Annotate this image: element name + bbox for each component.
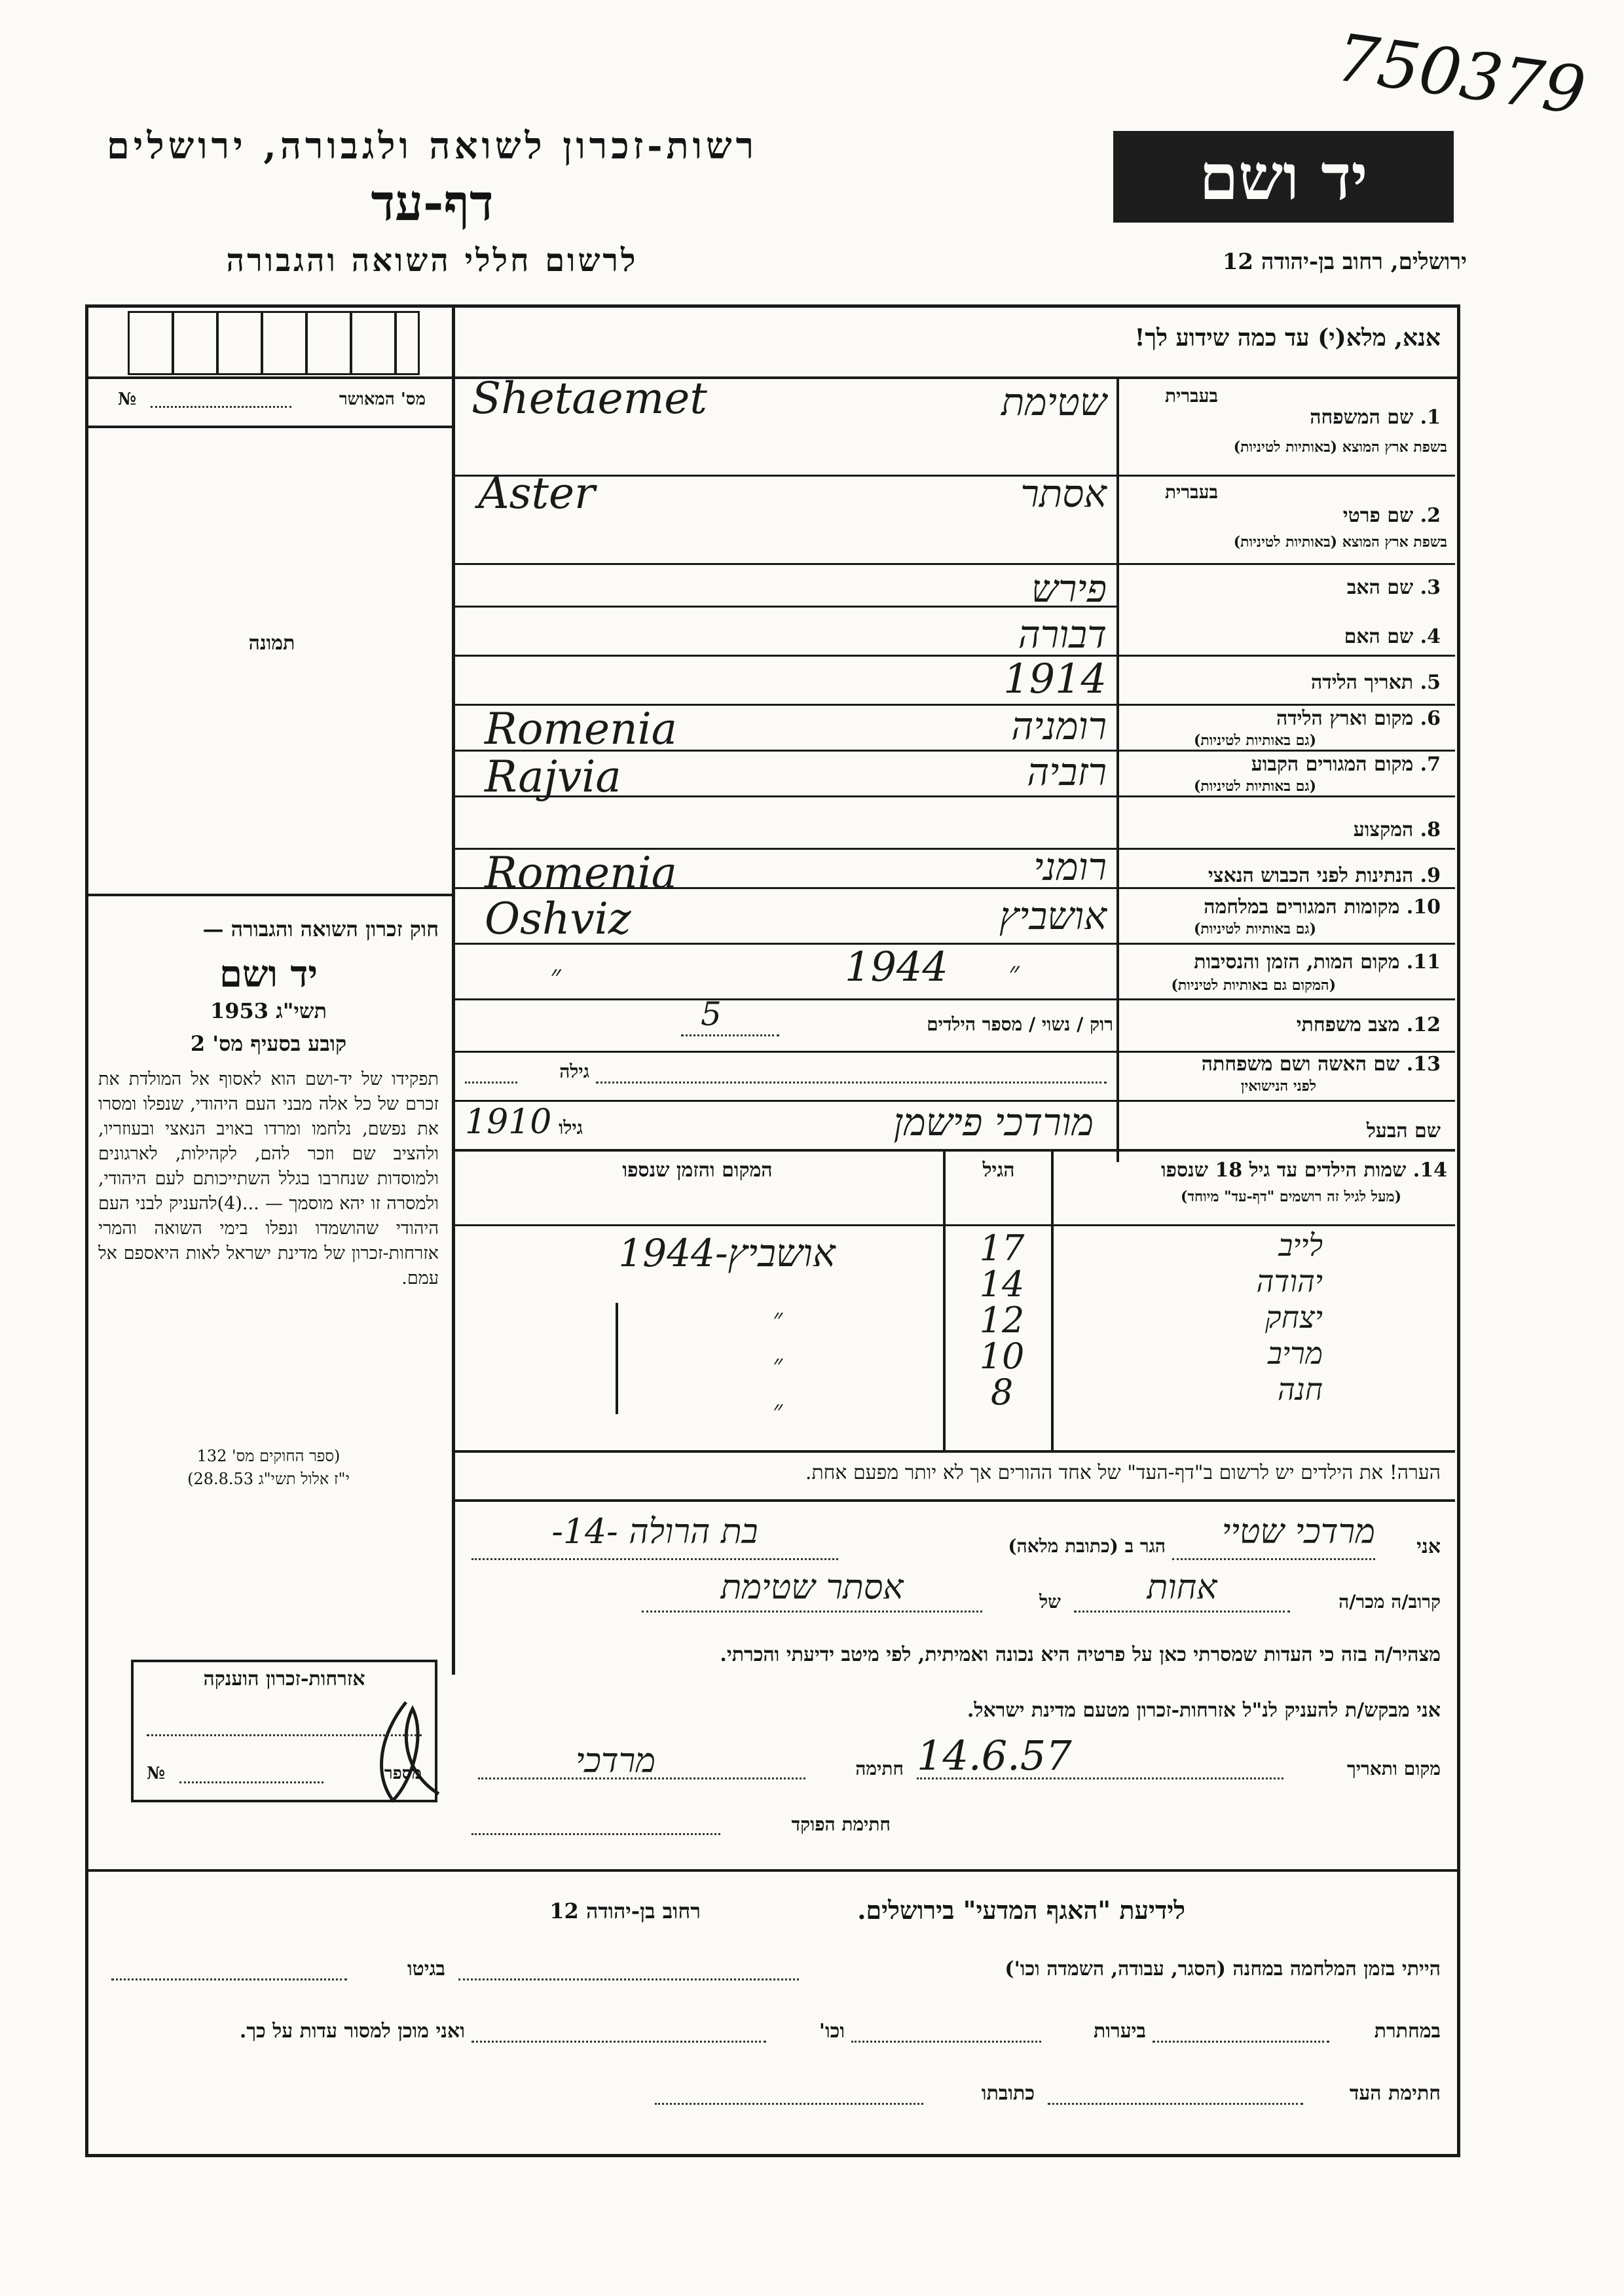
decl-residing-label: הגר ב (כתובת מלאה) (1008, 1535, 1166, 1557)
f12-label: 12. מצב משפחתי (1296, 1013, 1441, 1036)
decl-of-label: של (1039, 1591, 1061, 1613)
approved-label: מס' המאושר (339, 390, 426, 409)
in-hebrew-label-1: בעברית (1164, 385, 1218, 407)
f6-value-latin: Romenia (485, 704, 678, 754)
law-name: יד ושם (219, 953, 318, 996)
child-age-4: 10 (979, 1336, 1025, 1377)
decl-request: אני מבקש/ת להעניק לנ"ל אזרחות-זכרון מטעם מדינת ישראל. (967, 1699, 1441, 1722)
footer-address: רחוב בן-יהודה 12 (549, 1899, 701, 1923)
decl-address-value: בת הרולה -14- (551, 1512, 758, 1552)
f3-label: 3. שם האב (1346, 576, 1441, 599)
children-place-ditto-1: ״ (773, 1303, 783, 1334)
f2-value-hebrew: אסתר (1020, 471, 1107, 516)
citizenship-box-no-label: № (147, 1764, 166, 1783)
husband-age-label: גילו (559, 1117, 583, 1139)
signature-value: מרדכי (575, 1741, 656, 1781)
f11-label: 11. מקום המות, הזמן והנסיבות (1194, 951, 1441, 974)
f9-value-latin: Romenia (485, 848, 678, 898)
citizenship-box (131, 1660, 437, 1802)
footer-line3-b: כתובתו (981, 2082, 1035, 2105)
child-age-3: 12 (979, 1300, 1025, 1341)
child-name-4: מריב (1267, 1336, 1323, 1371)
place-date-label: מקום ותאריך (1346, 1758, 1441, 1779)
f5-value: 1914 (1003, 655, 1107, 702)
f12-children: 5 (701, 995, 722, 1033)
f11-value-year: 1944 (845, 943, 948, 991)
law-year: תשי"ג 1953 (210, 998, 327, 1023)
header-address: ירושלים, רחוב בן-יהודה 12 (1222, 249, 1467, 275)
f6-sub: (גם באותיות לטיניות) (1193, 732, 1316, 749)
f10-sub: (גם באותיות לטיניות) (1193, 920, 1316, 938)
f11-ditto-1: ״ (550, 959, 561, 993)
f2-label: 2. שם פרטי (1342, 504, 1441, 527)
citizenship-box-title: אזרחות-זכרון הוענקה (203, 1667, 365, 1690)
f10-value-latin: Oshviz (485, 894, 631, 944)
f2-sub: בשפת ארץ המוצא (באותיות לטיניות) (1233, 534, 1447, 551)
child-age-5: 8 (990, 1372, 1014, 1413)
note: הערה! את הילדים יש לרשום ב"דף-העד" של אחד ההורים אך לא יותר מפעם אחת. (805, 1461, 1441, 1484)
children-place-ditto-2: ״ (773, 1349, 783, 1379)
instructions: אנא, מלא(י) עד כמה שידוע לך! (1134, 324, 1441, 352)
col-children-names: 14. שמות הילדים עד גיל 18 שנספו (1160, 1159, 1447, 1182)
law-ref-2: י"ז אלול תשי"ג 28.8.53) (187, 1470, 350, 1488)
decl-i-value: מרדכי שטיי (1221, 1512, 1375, 1552)
child-name-3: יצחק (1264, 1300, 1323, 1335)
f10-value-hebrew: אושביץ (999, 894, 1107, 938)
husband-value: מורדכי פישמן (893, 1100, 1094, 1144)
f1-value-hebrew: שטימת (1001, 380, 1107, 424)
child-name-2: יהודה (1256, 1264, 1323, 1299)
age-label: גילה (559, 1061, 589, 1082)
approval-boxes (128, 311, 420, 375)
number-label: № (118, 390, 137, 409)
label-column-divider (1116, 376, 1119, 1162)
child-age-2: 14 (979, 1264, 1025, 1305)
husband-label: שם הבעל (1366, 1120, 1441, 1142)
f6-label: 6. מקום וארץ הלידה (1276, 707, 1441, 730)
col-place: המקום והזמן שנספו (622, 1159, 773, 1182)
decl-statement: מצהיר/ה בזה כי העדות שמסרתי כאן על פרטיה היא נכונה ואמיתית, לפי מיטב ידיעתי והכרתי. (720, 1643, 1441, 1666)
date-value: 14.6.57 (917, 1732, 1072, 1779)
form-title: דף-עד (371, 173, 494, 232)
footer-line1-a: הייתי בזמן המלחמה במחנה (הסגר, עבודה, השמדה וכו') (1005, 1958, 1441, 1980)
f7-value-latin: Rajvia (485, 752, 621, 802)
husband-age: 1910 (465, 1102, 552, 1142)
logo-text: יד ושם (1199, 140, 1368, 214)
footer-line3-a: חתימת העד (1349, 2082, 1441, 2105)
f5-label: 5. תאריך הלידה (1311, 671, 1441, 694)
f11-ditto-2: ״ (1008, 956, 1020, 989)
footer-line2-a: במחתרת (1374, 2020, 1441, 2043)
footer-line1-b: בגיטו (407, 1958, 445, 1980)
children-place-ditto-3: ״ (773, 1395, 783, 1425)
decl-relative-label: קרוב/ה מכר/ה (1338, 1591, 1441, 1613)
archive-number: 750379 (1331, 19, 1591, 130)
photo-label: תמונה (248, 632, 295, 655)
f7-sub: (גם באותיות לטיניות) (1193, 778, 1316, 795)
f10-label: 10. מקומות המגורים במלחמה (1204, 896, 1441, 919)
in-hebrew-label-2: בעברית (1164, 481, 1218, 503)
child-age-1: 17 (979, 1228, 1025, 1269)
f7-label: 7. מקום המגורים הקבוע (1251, 753, 1441, 776)
col-children-names-sub: (מעל לגיל זה רושמים "דף-עד" מיוחד) (1181, 1188, 1401, 1205)
f1-label: 1. שם המשפחה (1310, 406, 1441, 429)
f2-value-latin: Aster (478, 468, 595, 519)
f6-value-hebrew: רומניה (1011, 704, 1107, 748)
authority-line: רשות-זכרון לשואה ולגבורה, ירושלים (106, 124, 758, 168)
yad-vashem-logo (1113, 131, 1454, 223)
f1-value-latin: Shetaemet (471, 373, 707, 424)
f1-sub: בשפת ארץ המוצא (באותיות לטיניות) (1233, 439, 1447, 456)
official-signature-label: חתימת הפוקד (791, 1813, 891, 1835)
decl-relation-value: אחות (1147, 1568, 1217, 1607)
citizenship-box-number-label: מספר (384, 1764, 422, 1783)
footer-line2-b: ביערות (1093, 2020, 1146, 2043)
decl-of-value: אסתר שטימת (720, 1568, 904, 1607)
form-subtitle: לרשום חללי השואה והגבורה (226, 242, 638, 279)
col-age: הגיל (982, 1159, 1015, 1182)
f13-sub: לפני הנישואין (1240, 1078, 1316, 1095)
f8-label: 8. המקצוע (1353, 818, 1441, 841)
law-text: תפקידו של יד-ושם הוא לאסוף אל המולדת את זכרם של כל אלה מבני העם היהודי, שנפלו ומסרו את נפשם, נלחמו ומרדו באויב הנאצי ובעוזריו, ולהציב שם וזכר להם, לקהילות, לארגונים ולמוסדות שנחרבו בגלל השתייכותם לעם היהודי, ולמסרה זו יהא מוסמך — ...(4)להעניק לבני העם היהודי שהושמדו ונפלו בימי השואה והמרי אזרחות-זכרון של מדינת ישראל לאות היאספם אל עמם. (98, 1069, 439, 1288)
law-title: חוק זכרון השואה והגבורה — (202, 917, 439, 941)
child-name-1: לייב (1278, 1228, 1323, 1263)
f9-value-hebrew: רומני (1033, 845, 1107, 889)
children-place-value: אושביץ-1944 (618, 1231, 836, 1275)
f7-value-hebrew: רזביה (1027, 750, 1107, 794)
f4-value: דבורה (1018, 612, 1107, 657)
f13-label: 13. שם האשה ושם משפחתה (1201, 1053, 1441, 1076)
f11-sub: (המקום גם באותיות לטיניות) (1171, 977, 1336, 994)
children-bracket (616, 1303, 625, 1414)
law-section: קובע בסעיף מס' 2 (190, 1031, 347, 1056)
f9-label: 9. הנתינות לפני הכבוש הנאצי (1208, 864, 1441, 887)
child-name-5: חנה (1277, 1372, 1323, 1407)
f12-options: רוק / נשוי / מספר הילדים (927, 1013, 1113, 1035)
footer-line2-d: ואני מוכן למסור עדות על כך. (239, 2020, 465, 2043)
f3-value: פירש (1031, 566, 1107, 611)
signature-label: חתימה (855, 1758, 904, 1779)
footer-line2-c: וכו' (819, 2020, 845, 2043)
decl-i-label: אני (1416, 1535, 1441, 1558)
f4-label: 4. שם האם (1344, 625, 1441, 648)
left-column-divider (452, 306, 455, 1675)
law-ref-1: (ספר החוקים מס' 132 (196, 1447, 341, 1465)
footer-title: לידיעת "האגף המדעי" בירושלים. (857, 1895, 1185, 1925)
